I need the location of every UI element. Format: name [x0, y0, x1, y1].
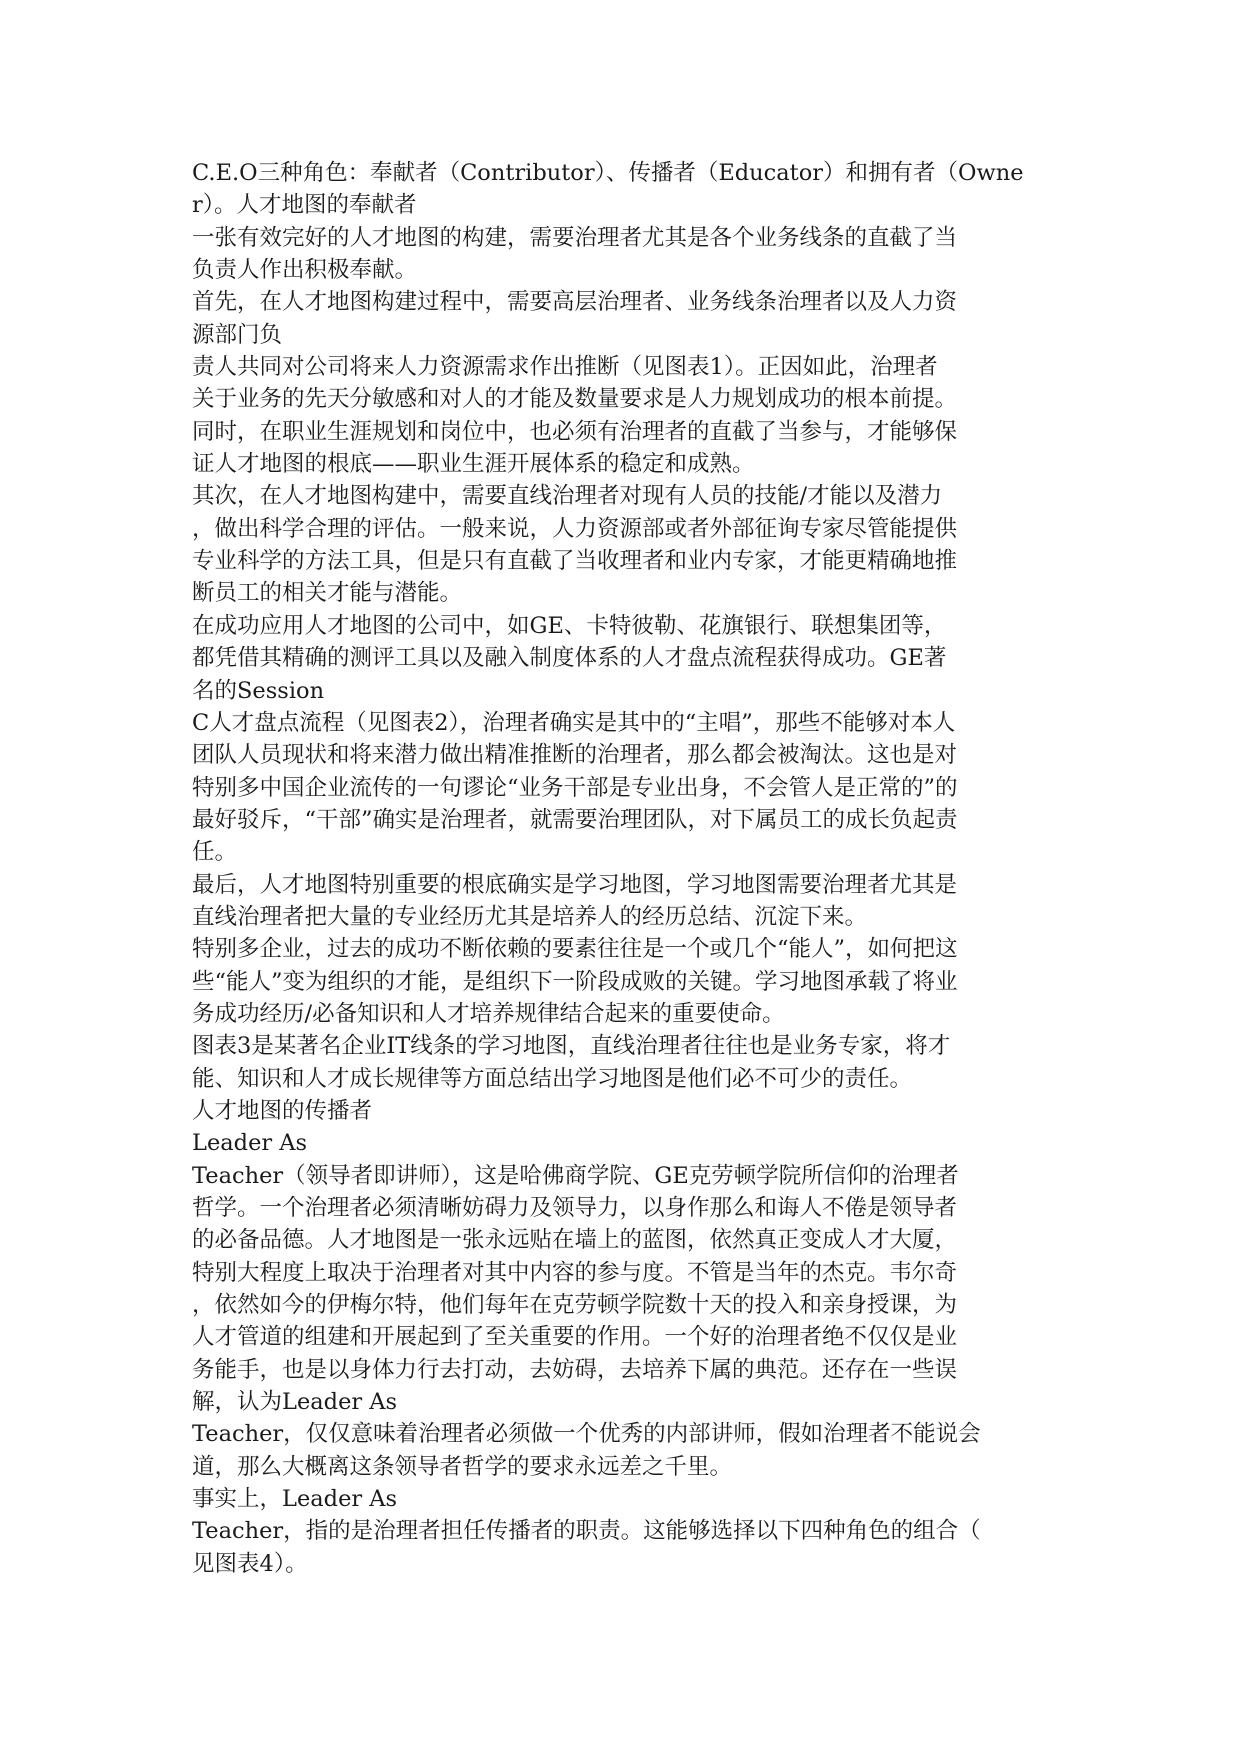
text-line: 责人共同对公司将来人力资源需求作出推断（见图表1）。正因如此，治理者 — [192, 354, 938, 381]
text-line: 负责人作出积极奉献。 — [192, 257, 418, 284]
text-line: 事实上，Leader As — [192, 1486, 398, 1513]
text-line: 在成功应用人才地图的公司中，如GE、卡特彼勒、花旗银行、联想集团等， — [192, 612, 947, 639]
text-line: ，做出科学合理的评估。一般来说，人力资源部或者外部征询专家尽管能提供 — [192, 515, 958, 542]
text-line: Teacher，仅仅意味着治理者必须做一个优秀的内部讲师，假如治理者不能说会 — [192, 1421, 981, 1448]
text-line: 首先，在人才地图构建过程中，需要高层治理者、业务线条治理者以及人力资 — [192, 289, 958, 316]
text-line: 最后，人才地图特别重要的根底确实是学习地图，学习地图需要治理者尤其是 — [192, 871, 958, 898]
text-line: 道，那么大概离这条领导者哲学的要求永远差之千里。 — [192, 1453, 733, 1480]
text-line: C人才盘点流程（见图表2），治理者确实是其中的“主唱”，那些不能够对本人 — [192, 709, 956, 736]
text-line: Teacher，指的是治理者担任传播者的职责。这能够选择以下四种角色的组合（ — [192, 1518, 981, 1545]
text-line: 一张有效完好的人才地图的构建，需要治理者尤其是各个业务线条的直截了当 — [192, 224, 958, 251]
text-line: Leader As — [192, 1130, 308, 1157]
text-line: 直线治理者把大量的专业经历尤其是培养人的经历总结、沉淀下来。 — [192, 903, 868, 930]
text-line: 关于业务的先天分敏感和对人的才能及数量要求是人力规划成功的根本前提。 — [192, 386, 958, 413]
text-line: 最好驳斥，“干部”确实是治理者，就需要治理团队，对下属员工的成长负起责 — [192, 806, 958, 833]
text-line: 源部门负 — [192, 321, 283, 348]
text-line: r）。人才地图的奉献者 — [192, 192, 417, 219]
text-line: 都凭借其精确的测评工具以及融入制度体系的人才盘点流程获得成功。GE著 — [192, 645, 947, 672]
text-line: 人才地图的传播者 — [192, 1097, 373, 1124]
text-line: 证人才地图的根底——职业生涯开展体系的稳定和成熟。 — [192, 451, 755, 478]
text-line: 务能手，也是以身体力行去打动，去妨碍，去培养下属的典范。还存在一些误 — [192, 1356, 958, 1383]
text-line: 名的Session — [192, 677, 325, 704]
text-line: 的必备品德。人才地图是一张永远贴在墙上的蓝图，依然真正变成人才大厦， — [192, 1227, 958, 1254]
text-line: 专业科学的方法工具，但是只有直截了当收理者和业内专家，才能更精确地推 — [192, 548, 958, 575]
text-line: 哲学。一个治理者必须清晰妨碍力及领导力，以身作那么和诲人不倦是领导者 — [192, 1195, 958, 1221]
text-line: 见图表4）。 — [192, 1550, 308, 1577]
text-line: 同时，在职业生涯规划和岗位中，也必须有治理者的直截了当参与，才能够保 — [192, 418, 958, 445]
text-line: C.E.O三种角色：奉献者（Contributor）、传播者（Educator）和拥有者（Owne — [192, 160, 1024, 186]
text-line: 能、知识和人才成长规律等方面总结出学习地图是他们必不可少的责任。 — [192, 1065, 913, 1092]
text-line: 团队人员现状和将来潜力做出精准推断的治理者，那么都会被淘汰。这也是对 — [192, 742, 958, 769]
text-line: ，依然如今的伊梅尔特，他们每年在克劳顿学院数十天的投入和亲身授课，为 — [192, 1292, 958, 1319]
text-line: 断员工的相关才能与潜能。 — [192, 580, 463, 607]
text-line: 些“能人”变为组织的才能，是组织下一阶段成败的关键。学习地图承载了将业 — [192, 968, 958, 995]
text-line: Teacher（领导者即讲师），这是哈佛商学院、GE克劳顿学院所信仰的治理者 — [192, 1162, 959, 1189]
text-line: 图表3是某著名企业IT线条的学习地图，直线治理者往往也是业务专家，将才 — [192, 1033, 951, 1060]
text-line: 务成功经历/必备知识和人才培养规律结合起来的重要使命。 — [192, 1000, 785, 1027]
text-line: 其次，在人才地图构建中，需要直线治理者对现有人员的技能/才能以及潜力 — [192, 483, 943, 510]
document-body — [192, 157, 1050, 1580]
text-line: 特别大程度上取决于治理者对其中内容的参与度。不管是当年的杰克。韦尔奇 — [192, 1259, 958, 1286]
text-line: 解，认为Leader As — [192, 1389, 398, 1416]
text-line: 任。 — [192, 839, 238, 866]
text-line: 特别多企业，过去的成功不断依赖的要素往往是一个或几个“能人”，如何把这 — [192, 936, 958, 963]
text-line: 特别多中国企业流传的一句谬论“业务干部是专业出身，不会管人是正常的”的 — [192, 774, 958, 801]
text-line: 人才管道的组建和开展起到了至关重要的作用。一个好的治理者绝不仅仅是业 — [192, 1324, 958, 1351]
